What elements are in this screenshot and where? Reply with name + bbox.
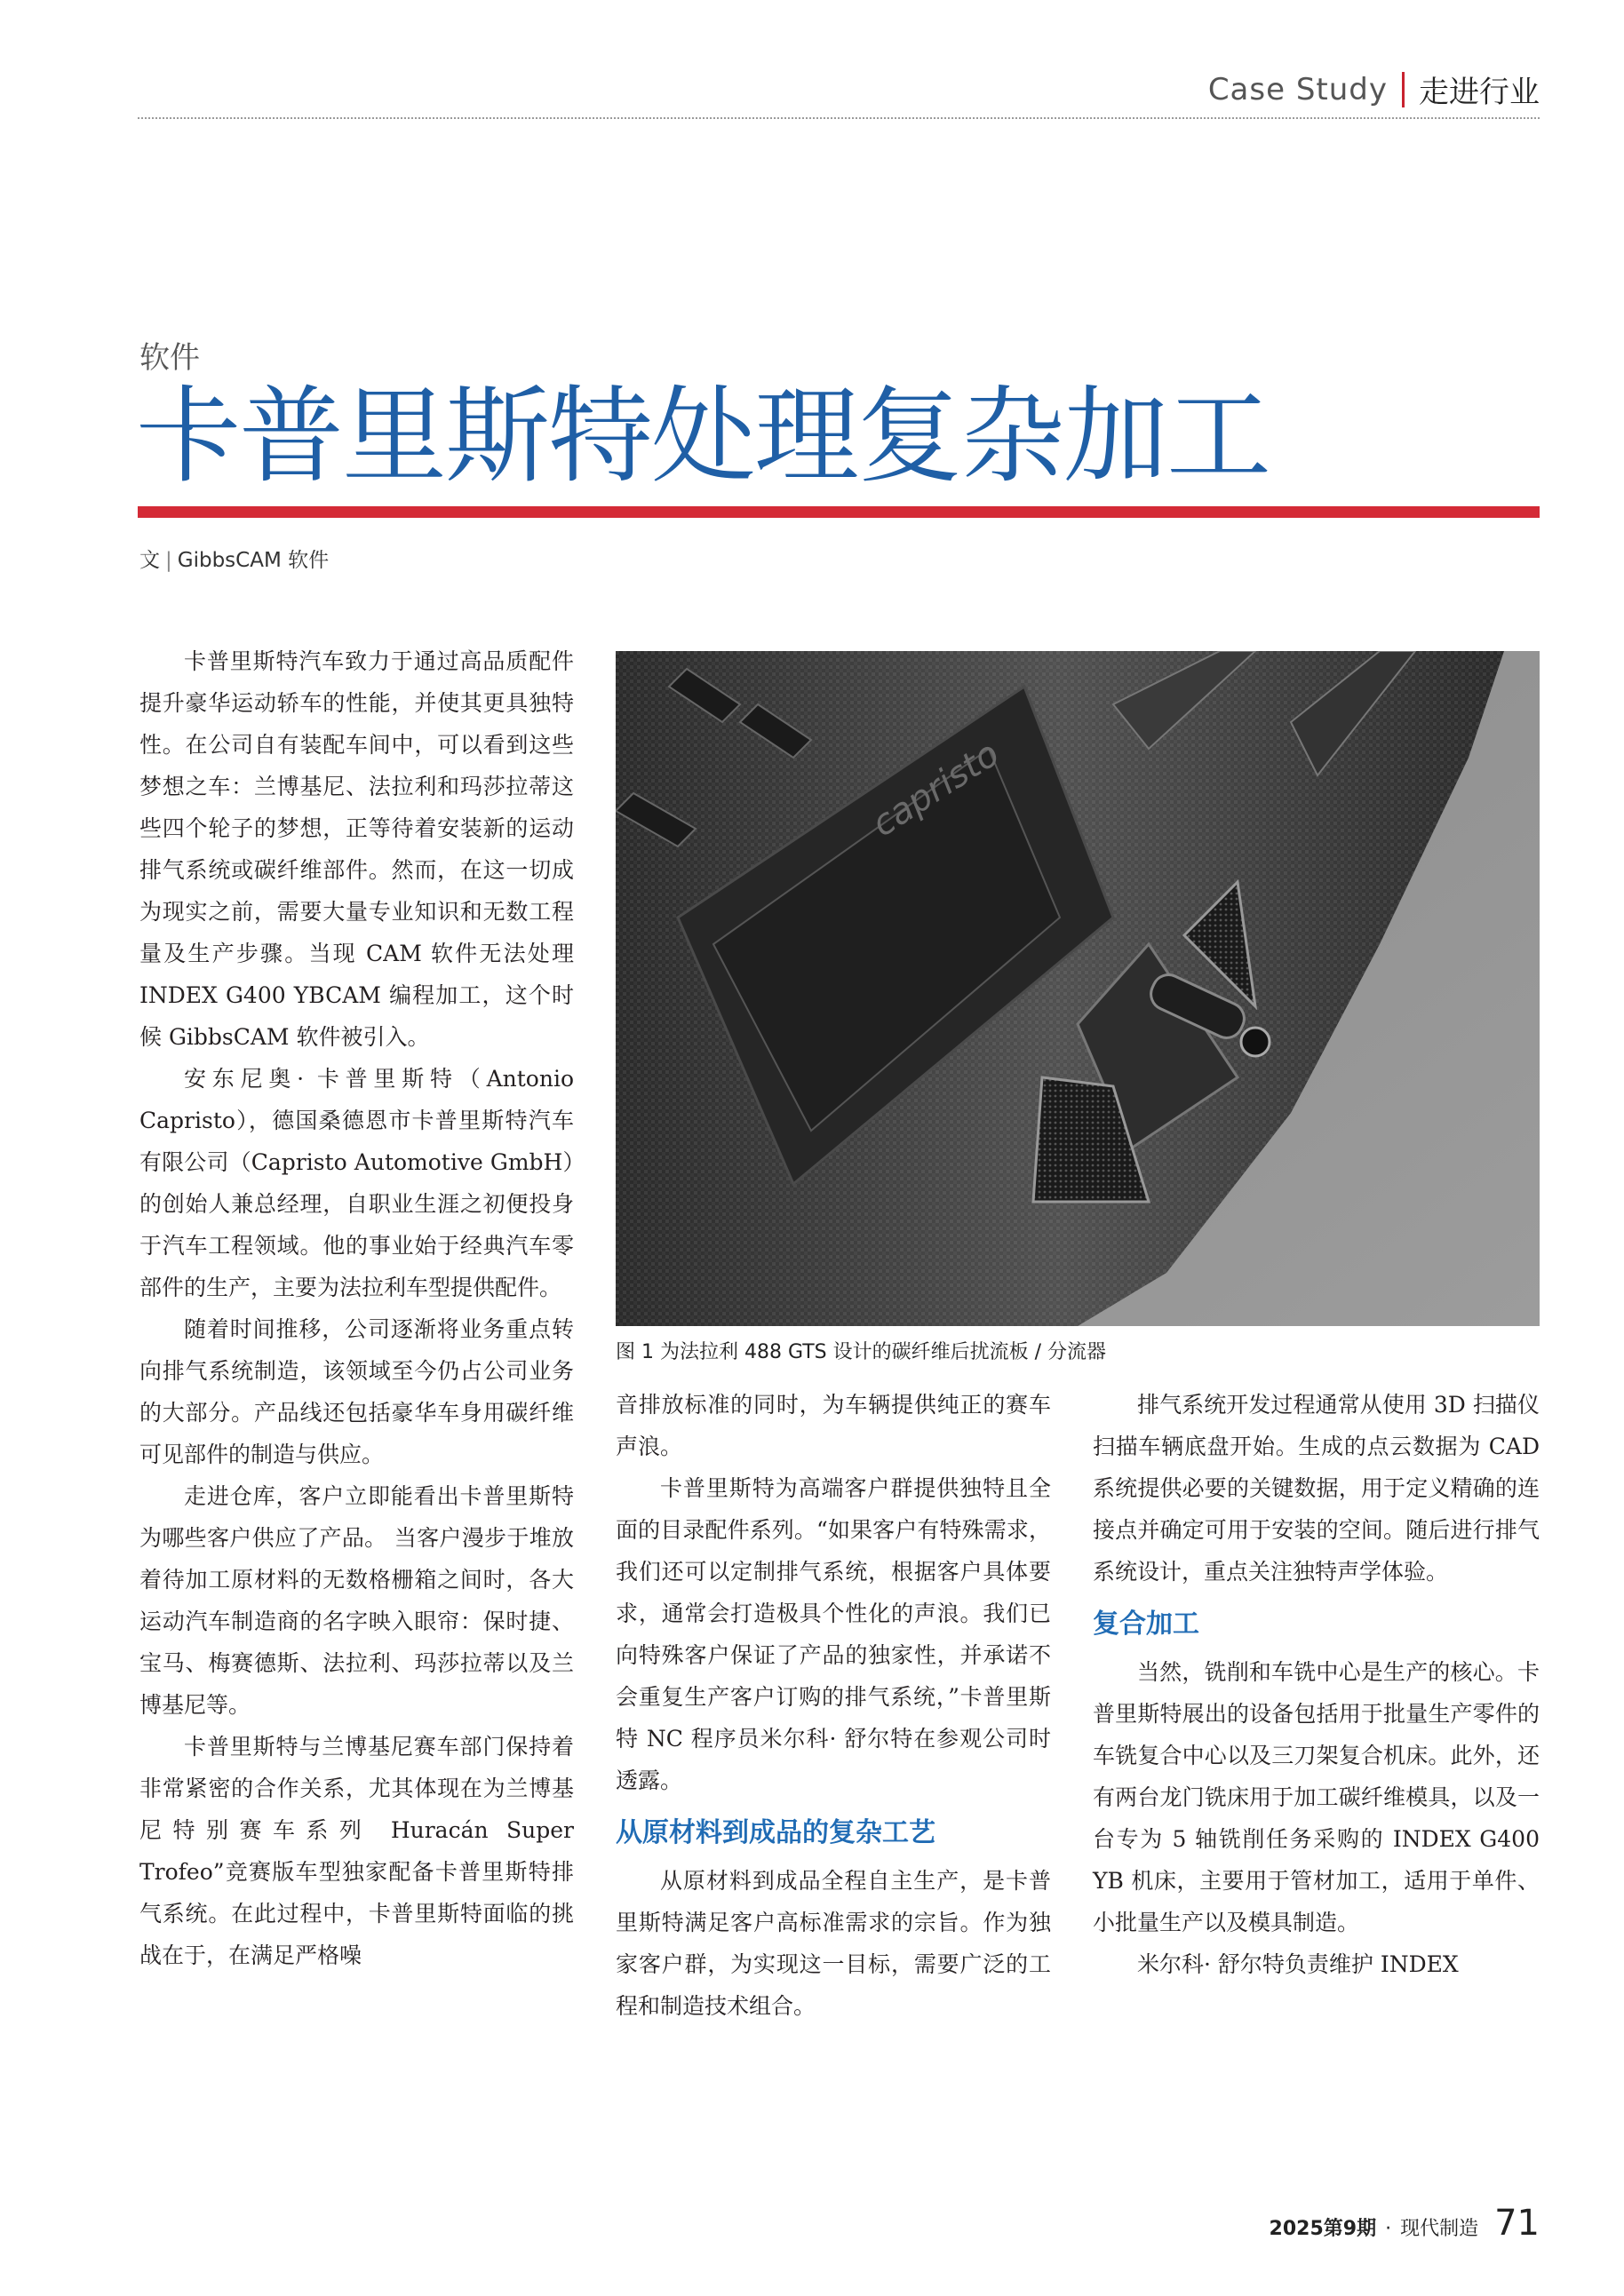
column-middle [616, 1384, 1051, 2027]
carbon-diffuser-image [616, 651, 1540, 1326]
figure-photo-carbon-diffuser [616, 651, 1540, 1326]
paragraph: 排气系统开发过程通常从使用 3D 扫描仪扫描车辆底盘开始。生成的点云数据为 CAD 系统提供必要的关键数据，用于定义精确的连接点并确定可用于安装的空间。随后进行排气系统设计，重点关注独特声学体验。 [1093, 1392, 1540, 1585]
paragraph: 米尔科· 舒尔特负责维护 INDEX [1137, 1951, 1459, 1977]
section-divider [1402, 72, 1405, 107]
section-heading: 从原材料到成品的复杂工艺 [616, 1817, 935, 1848]
magazine-name: 现代制造 [1400, 2218, 1479, 2240]
paragraph: 卡普里斯特为高端客户群提供独特且全面的目录配件系列。“如果客户有特殊需求，我们还可以定制排气系统，根据客户具体要求，通常会打造极具个性化的声浪。我们已向特殊客户保证了产品的独家性，并承诺不会重复生产客户订购的排气系统，”卡普里斯特 NC 程序员米尔科· 舒尔特在参观公司时透露。 [616, 1475, 1051, 1793]
page-number: 71 [1494, 2203, 1540, 2244]
byline-separator: | [165, 549, 172, 572]
column-right [1093, 1384, 1540, 1985]
issue-number: 2025第9期 [1269, 2218, 1377, 2240]
article-category: 软件 [139, 340, 200, 376]
section-heading: 复合加工 [1093, 1609, 1199, 1640]
paragraph: 卡普里斯特与兰博基尼赛车部门保持着非常紧密的合作关系，尤其体现在为兰博基尼特别赛车系列 Huracán Super Trofeo”竞赛版车型独家配备卡普里斯特排气系统。在此过程中，卡普里斯特面临的挑战在于，在满足严格噪 [139, 1734, 574, 1968]
paragraph: 从原材料到成品全程自主生产，是卡普里斯特满足客户高标准需求的宗旨。作为独家客户群，为实现这一目标，需要广泛的工程和制造技术组合。 [616, 1868, 1051, 2019]
paragraph: 随着时间推移，公司逐渐将业务重点转向排气系统制造，该领域至今仍占公司业务的大部分。产品线还包括豪华车身用碳纤维可见部件的制造与供应。 [139, 1316, 574, 1467]
capristo-logo: capristo [864, 733, 1007, 846]
paragraph: 音排放标准的同时，为车辆提供纯正的赛车声浪。 [616, 1392, 1051, 1459]
byline-prefix: 文 [139, 549, 160, 572]
title-rule [138, 506, 1540, 518]
column-left [139, 640, 574, 1976]
paragraph: 安东尼奥· 卡普里斯特（Antonio Capristo），德国桑德恩市卡普里斯特汽车有限公司（Capristo Automotive GmbH）的创始人兼总经理，自职业生涯之初便投身于汽车工程领域。他的事业始于经典汽车零部件的生产，主要为法拉利车型提供配件。 [139, 1066, 574, 1300]
footer-dot: · [1385, 2218, 1392, 2240]
paragraph: 当然，铣削和车铣中心是生产的核心。卡普里斯特展出的设备包括用于批量生产零件的车铣复合中心以及三刀架复合机床。此外，还有两台龙门铣床用于加工碳纤维模具，以及一台专为 5 轴铣削任务采购的 INDEX G400 YB 机床，主要用于管材加工，适用于单件、小批量生产以及模具制造。 [1093, 1659, 1540, 1935]
figure-caption: 图 1 为法拉利 488 GTS 设计的碳纤维后扰流板 / 分流器 [616, 1341, 1107, 1363]
section-label-cn: 走进行业 [1419, 75, 1540, 110]
byline [139, 544, 329, 573]
article-title: 卡普里斯特处理复杂加工 [136, 375, 1270, 497]
page-footer [1270, 2203, 1540, 2244]
section-label-en: Case Study [1207, 71, 1388, 107]
running-header [138, 55, 1540, 119]
paragraph: 走进仓库，客户立即能看出卡普里斯特为哪些客户供应了产品。 当客户漫步于堆放着待加工原材料的无数格栅箱之间时，各大运动汽车制造商的名字映入眼帘：保时捷、宝马、梅赛德斯、法拉利、玛莎拉蒂以及兰博基尼等。 [139, 1483, 574, 1718]
section-label [1208, 68, 1540, 111]
paragraph: 卡普里斯特汽车致力于通过高品质配件提升豪华运动轿车的性能，并使其更具独特性。在公司自有装配车间中，可以看到这些梦想之车：兰博基尼、法拉利和玛莎拉蒂这些四个轮子的梦想，正等待着安装新的运动排气系统或碳纤维部件。然而，在这一切成为现实之前，需要大量专业知识和无数工程量及生产步骤。当现 CAM 软件无法处理 INDEX G400 YBCAM 编程加工，这个时候 GibbsCAM 软件被引入。 [139, 648, 574, 1050]
byline-author: GibbsCAM 软件 [177, 549, 330, 572]
